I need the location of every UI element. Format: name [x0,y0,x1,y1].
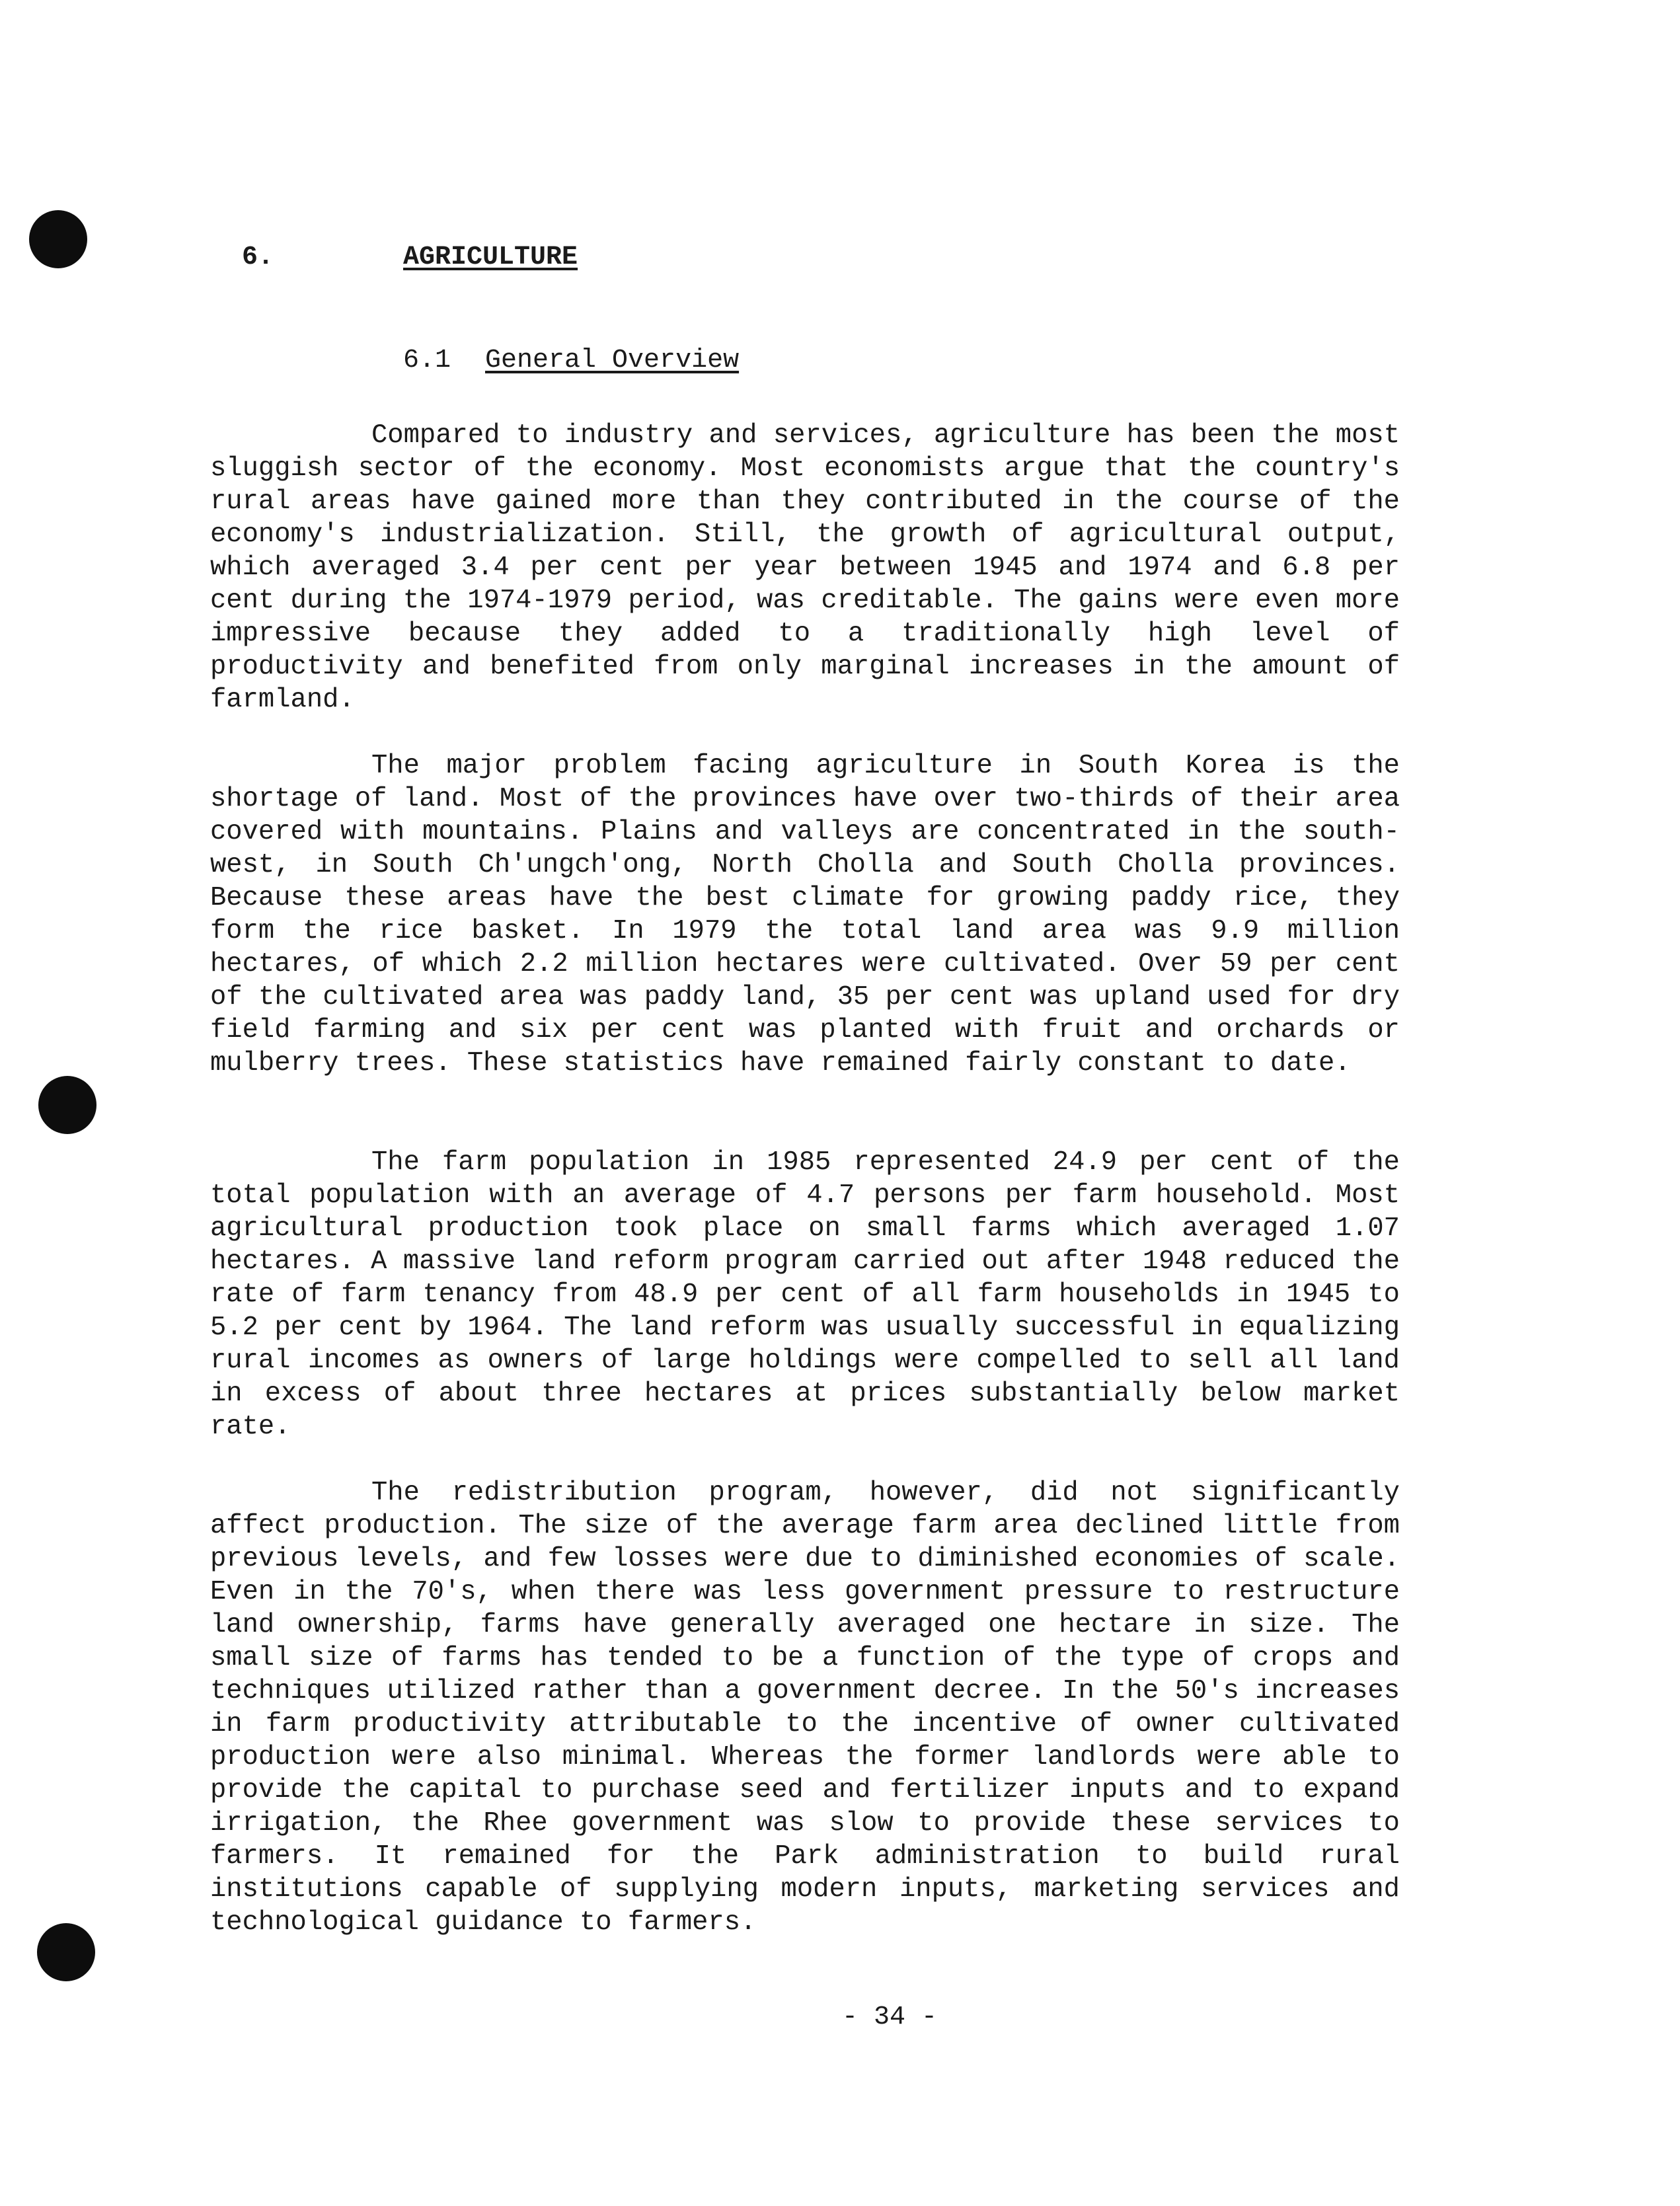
paragraph-block-3 [210,1146,1400,1443]
paragraph: The redistribution program, however, did not significantly affect production. The size of the average farm area declined little from previous levels, and few losses were due to diminished economies of scale. Even in the 70's, when there was less government pressure to restructure land ownership, farms have generally averaged one hectare in size. The small size of farms has tended to be a function of the type of crops and techniques utilized rather than a government decree. In the 50's increases in farm productivity attributable to the incentive of owner cultivated production were also minimal. Whereas the former landlords were able to provide the capital to purchase seed and fertilizer inputs and to expand irrigation, the Rhee government was slow to provide these services to farmers. It remained for the Park administration to build rural institutions capable of supplying modern inputs, marketing services and technological guidance to farmers. [210,1478,1400,1938]
punch-hole-top [29,210,87,268]
punch-hole-bottom [37,1923,95,1981]
paragraph: The major problem facing agriculture in South Korea is the shortage of land. Most of the provinces have over two-thirds of their area covered with mountains. Plains and valleys are concentrated in the south-west, in South Ch'ungch'ong, North Cholla and South Cholla provinces. Because these areas have the best climate for growing paddy rice, they form the rice basket. In 1979 the total land area was 9.9 million hectares, of which 2.2 million hectares were cultivated. Over 59 per cent of the cultivated area was paddy land, 35 per cent was upland used for dry field farming and six per cent was planted with fruit and orchards or mulberry trees. These statistics have remained fairly constant to date. [210,751,1400,1079]
paragraph: Compared to industry and services, agriculture has been the most sluggish sector of the economy. Most economists argue that the country's rural areas have gained more than they contributed in the course of the economy's industrialization. Still, the growth of agricultural output, which averaged 3.4 per cent per year between 1945 and 1974 and 6.8 per cent during the 1974-1979 period, was creditable. The gains were even more impressive because they added to a traditionally high level of productivity and benefited from only marginal increases in the amount of farmland. [210,420,1400,715]
page-number: - 34 - [841,2002,938,2032]
section-heading [210,213,578,272]
paragraph-block-4 [210,1476,1400,1939]
section-number: 6. [242,243,274,272]
paragraph-block-1 [210,419,1400,716]
punch-hole-middle [38,1076,96,1134]
subsection-number: 6.1 [403,346,451,375]
section-title: AGRICULTURE [403,243,578,272]
paragraph-block-2 [210,749,1400,1080]
subsection-heading [371,316,739,375]
subsection-title: General Overview [485,346,740,375]
paragraph: The farm population in 1985 represented 24.9 per cent of the total population with an average of 4.7 persons per farm household. Most agricultural production took place on small farms which averaged 1.07 hectares. A massive land reform program carried out after 1948 reduced the rate of farm tenancy from 48.9 per cent of all farm households in 1945 to 5.2 per cent by 1964. The land reform was usually successful in equalizing rural incomes as owners of large holdings were compelled to sell all land in excess of about three hectares at prices substantially below market rate. [210,1147,1400,1442]
